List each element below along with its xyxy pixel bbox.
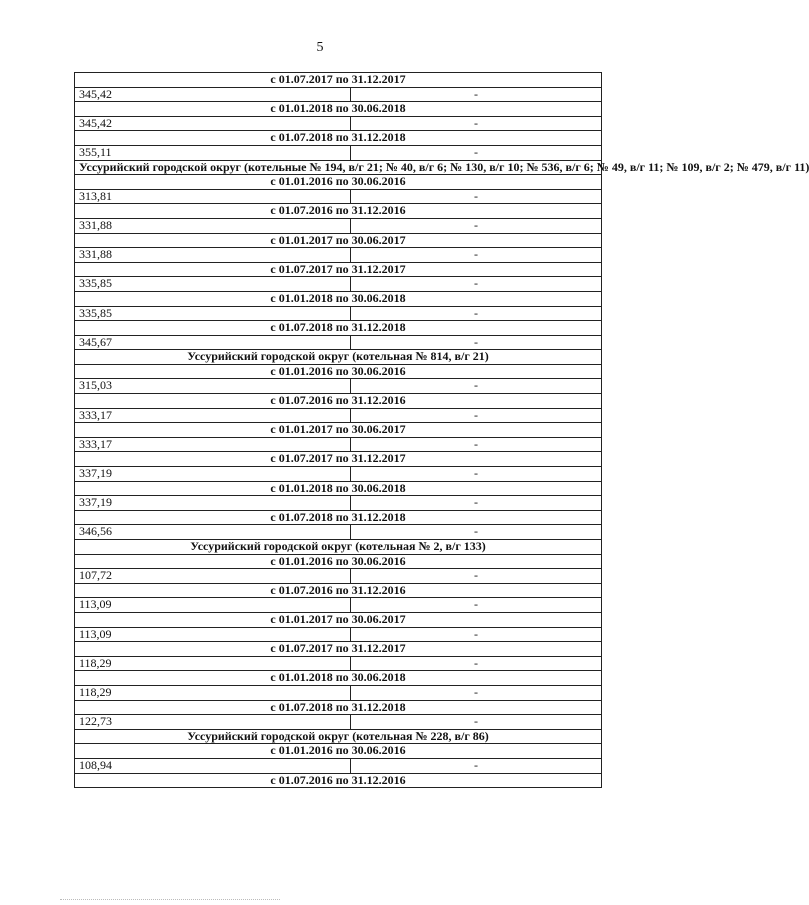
period-label: с 01.07.2016 по 31.12.2016	[75, 583, 602, 598]
tariff-value: 333,17	[75, 437, 351, 452]
tariff-value: 122,73	[75, 715, 351, 730]
period-row	[75, 510, 602, 525]
page-number: 5	[316, 40, 324, 55]
period-row	[75, 773, 602, 788]
period-label: с 01.07.2017 по 31.12.2017	[75, 642, 602, 657]
tariff-dash: -	[351, 408, 602, 423]
tariff-value: 345,42	[75, 116, 351, 131]
period-label: с 01.07.2017 по 31.12.2017	[75, 452, 602, 467]
period-row	[75, 73, 602, 88]
tariff-value-row	[75, 306, 602, 321]
period-row	[75, 612, 602, 627]
period-label: с 01.07.2017 по 31.12.2017	[75, 73, 602, 88]
tariff-value: 337,19	[75, 496, 351, 511]
tariff-dash: -	[351, 598, 602, 613]
tariff-table-body	[75, 72, 809, 788]
tariff-value: 346,56	[75, 525, 351, 540]
period-label: с 01.01.2018 по 30.06.2018	[75, 671, 602, 686]
tariff-value-row	[75, 758, 602, 773]
tariff-dash: -	[351, 569, 602, 584]
period-row	[75, 671, 602, 686]
period-row	[75, 204, 602, 219]
period-row	[75, 321, 602, 336]
period-label: с 01.01.2016 по 30.06.2016	[75, 364, 602, 379]
tariff-value: 107,72	[75, 569, 351, 584]
period-label: с 01.07.2017 по 31.12.2017	[75, 262, 602, 277]
period-row	[75, 452, 602, 467]
tariff-dash: -	[351, 496, 602, 511]
period-label: с 01.07.2018 по 31.12.2018	[75, 131, 602, 146]
group-header-row	[75, 540, 602, 555]
period-row	[75, 481, 602, 496]
tariff-dash: -	[351, 87, 602, 102]
tariff-value-row	[75, 496, 602, 511]
tariff-value: 335,85	[75, 277, 351, 292]
tariff-value-row	[75, 248, 602, 263]
period-label: с 01.01.2016 по 30.06.2016	[75, 554, 602, 569]
tariff-value-row	[75, 627, 602, 642]
tariff-value: 333,17	[75, 408, 351, 423]
tariff-value-row	[75, 408, 602, 423]
tariff-value-row	[75, 437, 602, 452]
period-row	[75, 423, 602, 438]
period-label: с 01.01.2017 по 30.06.2017	[75, 233, 602, 248]
period-label: с 01.07.2016 по 31.12.2016	[75, 394, 602, 409]
tariff-dash: -	[351, 306, 602, 321]
tariff-value: 331,88	[75, 248, 351, 263]
period-label: с 01.07.2016 по 31.12.2016	[75, 773, 602, 788]
tariff-value: 335,85	[75, 306, 351, 321]
tariff-value: 113,09	[75, 627, 351, 642]
period-label: с 01.01.2018 по 30.06.2018	[75, 102, 602, 117]
tariff-value: 113,09	[75, 598, 351, 613]
period-row	[75, 291, 602, 306]
period-label: с 01.01.2018 по 30.06.2018	[75, 291, 602, 306]
tariff-value-row	[75, 189, 602, 204]
period-label: с 01.07.2018 по 31.12.2018	[75, 510, 602, 525]
tariff-value-row	[75, 145, 602, 160]
tariff-value-row	[75, 715, 602, 730]
period-row	[75, 262, 602, 277]
tariff-value-row	[75, 116, 602, 131]
tariff-dash: -	[351, 467, 602, 482]
tariff-dash: -	[351, 758, 602, 773]
tariff-value-row	[75, 87, 602, 102]
group-title: Уссурийский городской округ (котельная № 2, в/г 133)	[75, 540, 602, 555]
group-title: Уссурийский городской округ (котельные № 194, в/г 21; № 40, в/г 6; № 130, в/г 10; № 536, в/г 6; № 49, в/г 11; № 109, в/г 2; № 479, в/г 11)	[75, 160, 602, 175]
period-label: с 01.07.2018 по 31.12.2018	[75, 700, 602, 715]
tariff-value: 331,88	[75, 218, 351, 233]
tariff-dash: -	[351, 525, 602, 540]
group-title: Уссурийский городской округ (котельная № 814, в/г 21)	[75, 350, 602, 365]
tariff-value-row	[75, 218, 602, 233]
period-row	[75, 394, 602, 409]
tariff-value-row	[75, 525, 602, 540]
tariff-table	[74, 72, 809, 788]
tariff-value: 337,19	[75, 467, 351, 482]
tariff-value: 118,29	[75, 656, 351, 671]
period-label: с 01.07.2018 по 31.12.2018	[75, 321, 602, 336]
group-title: Уссурийский городской округ (котельная № 228, в/г 86)	[75, 729, 602, 744]
period-label: с 01.01.2017 по 30.06.2017	[75, 423, 602, 438]
tariff-value: 345,67	[75, 335, 351, 350]
period-row	[75, 642, 602, 657]
period-row	[75, 700, 602, 715]
period-row	[75, 583, 602, 598]
tariff-value: 315,03	[75, 379, 351, 394]
tariff-value-row	[75, 379, 602, 394]
period-label: с 01.01.2016 по 30.06.2016	[75, 175, 602, 190]
tariff-dash: -	[351, 189, 602, 204]
period-row	[75, 233, 602, 248]
tariff-dash: -	[351, 218, 602, 233]
tariff-dash: -	[351, 627, 602, 642]
tariff-value-row	[75, 335, 602, 350]
period-row	[75, 131, 602, 146]
tariff-value-row	[75, 598, 602, 613]
period-row	[75, 102, 602, 117]
period-label: с 01.01.2017 по 30.06.2017	[75, 612, 602, 627]
period-label: с 01.07.2016 по 31.12.2016	[75, 204, 602, 219]
tariff-value-row	[75, 467, 602, 482]
tariff-value-row	[75, 277, 602, 292]
period-row	[75, 554, 602, 569]
tariff-dash: -	[351, 116, 602, 131]
tariff-dash: -	[351, 379, 602, 394]
tariff-dash: -	[351, 145, 602, 160]
tariff-value-row	[75, 656, 602, 671]
tariff-value: 313,81	[75, 189, 351, 204]
group-header-row	[75, 350, 602, 365]
tariff-value: 345,42	[75, 87, 351, 102]
tariff-value: 355,11	[75, 145, 351, 160]
tariff-dash: -	[351, 335, 602, 350]
period-label: с 01.01.2016 по 30.06.2016	[75, 744, 602, 759]
tariff-value: 118,29	[75, 685, 351, 700]
tariff-value-row	[75, 569, 602, 584]
period-row	[75, 175, 602, 190]
tariff-dash: -	[351, 437, 602, 452]
group-header-row	[75, 729, 602, 744]
tariff-dash: -	[351, 277, 602, 292]
period-label: с 01.01.2018 по 30.06.2018	[75, 481, 602, 496]
tariff-value-row	[75, 685, 602, 700]
period-row	[75, 364, 602, 379]
tariff-value: 108,94	[75, 758, 351, 773]
tariff-dash: -	[351, 715, 602, 730]
tariff-dash: -	[351, 685, 602, 700]
tariff-dash: -	[351, 248, 602, 263]
period-row	[75, 744, 602, 759]
group-header-row	[75, 160, 602, 175]
tariff-dash: -	[351, 656, 602, 671]
scan-artifact	[60, 899, 280, 901]
